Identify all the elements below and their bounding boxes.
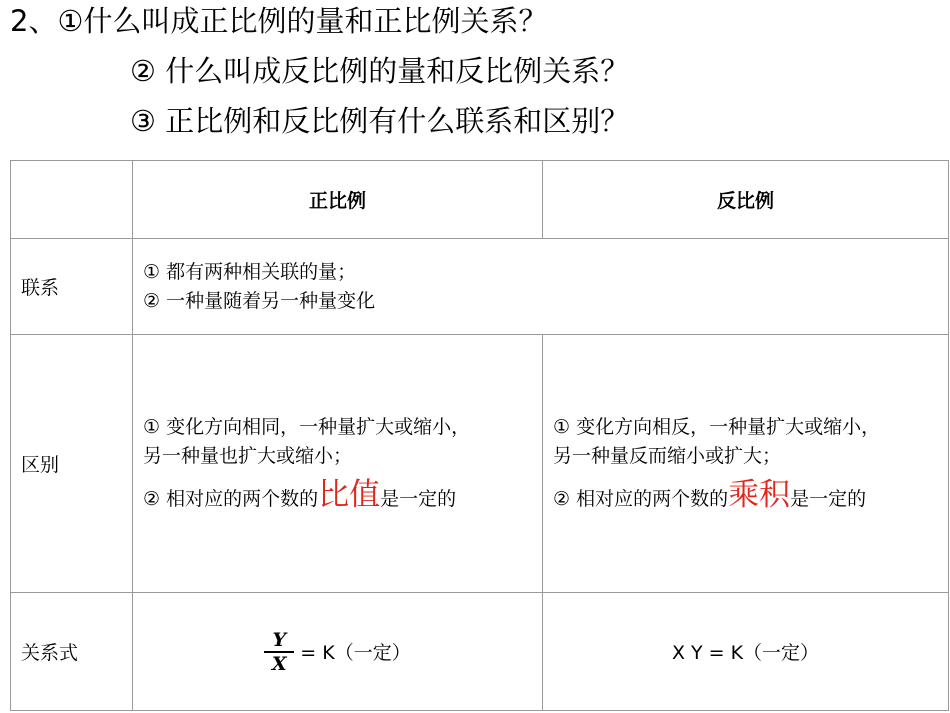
- formula-row: [11, 593, 949, 711]
- question-2: ② 什么叫成反比例的量和反比例关系？: [130, 54, 630, 88]
- direct-line-1: ① 变化方向相同，一种量扩大或缩小，: [143, 416, 471, 438]
- question-1: 2、①什么叫成正比例的量和正比例关系？: [10, 4, 548, 38]
- comparison-table: [10, 160, 949, 711]
- inverse-line-3-suffix: 是一定的: [790, 488, 867, 510]
- inverse-line-2: 另一种量反而缩小或扩大；: [553, 445, 782, 467]
- direct-line-3: [143, 477, 542, 514]
- direct-line-3-prefix: ② 相对应的两个数的: [143, 488, 319, 510]
- direct-formula: [264, 629, 410, 675]
- inverse-line-1: ① 变化方向相反，一种量扩大或缩小，: [553, 416, 881, 438]
- ratio-highlight: 比值: [318, 477, 381, 513]
- relation-line-1: ① 都有两种相关联的量；: [143, 260, 357, 283]
- header-direct-proportion: 正比例: [133, 161, 543, 239]
- relation-content: [133, 239, 949, 335]
- inverse-formula: X Y = K（一定）: [671, 642, 820, 664]
- inverse-line-3: [553, 477, 948, 514]
- question-3: ③ 正比例和反比例有什么联系和区别？: [130, 104, 630, 138]
- relation-row: [11, 239, 949, 335]
- header-inverse-proportion: 反比例: [543, 161, 949, 239]
- formula-label: 关系式: [11, 593, 133, 711]
- fraction-numerator: Y: [272, 628, 287, 651]
- direct-formula-rhs: = K（一定）: [300, 642, 411, 664]
- product-highlight: 乘积: [728, 477, 791, 513]
- formula-inverse: [543, 593, 949, 711]
- formula-direct: [133, 593, 543, 711]
- relation-line-2: ② 一种量随着另一种量变化: [143, 289, 376, 312]
- header-empty-cell: [11, 161, 133, 239]
- difference-row: [11, 335, 949, 593]
- direct-line-2: 另一种量也扩大或缩小；: [143, 445, 353, 467]
- fraction-denominator: X: [271, 652, 287, 675]
- difference-label: 区别: [11, 335, 133, 593]
- inverse-line-3-prefix: ② 相对应的两个数的: [553, 488, 729, 510]
- relation-label: 联系: [11, 239, 133, 335]
- fraction: [264, 629, 294, 675]
- difference-direct: [133, 335, 543, 593]
- difference-inverse: [543, 335, 949, 593]
- direct-line-3-suffix: 是一定的: [380, 488, 457, 510]
- header-row: [11, 161, 949, 239]
